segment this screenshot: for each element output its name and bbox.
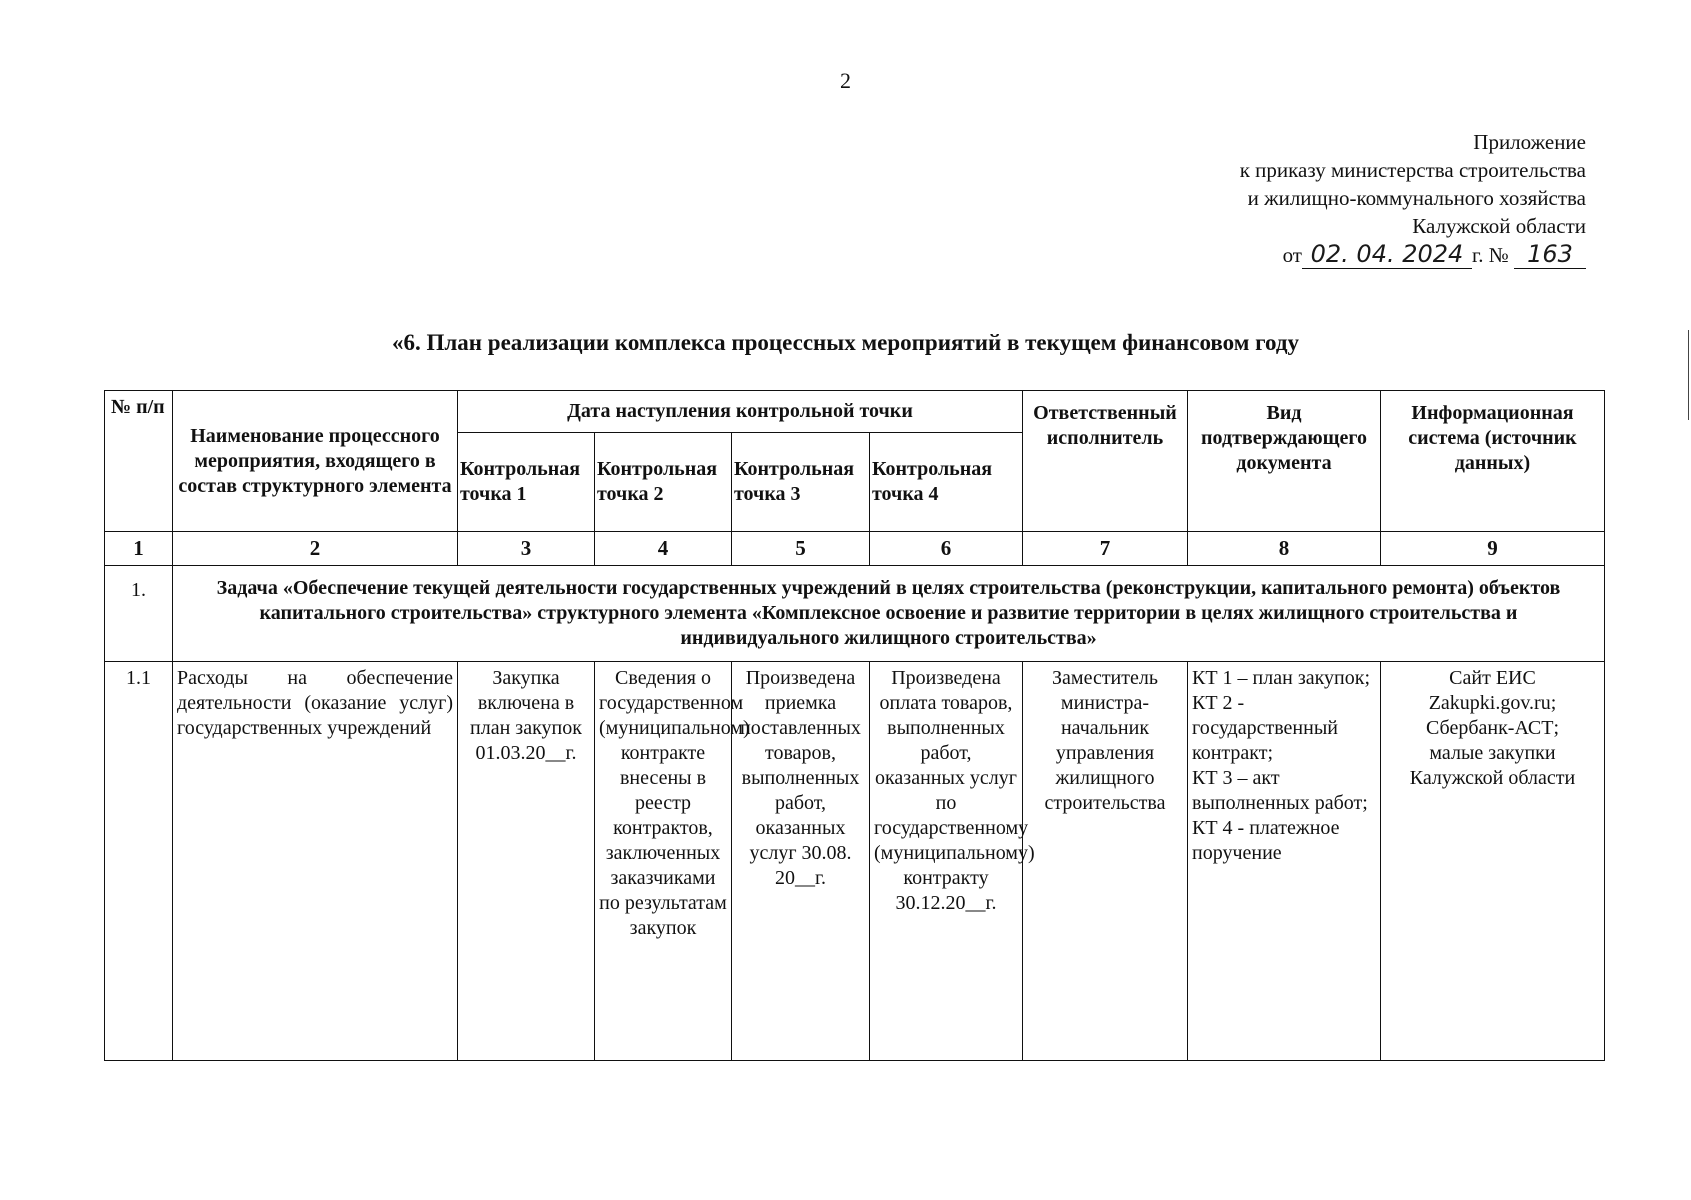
header-responsible: Ответственный исполнитель xyxy=(1023,391,1188,532)
col-number: 3 xyxy=(458,532,595,566)
header-info-system: Информационная система (источник данных) xyxy=(1381,391,1605,532)
col-number: 1 xyxy=(105,532,173,566)
order-date-line xyxy=(1026,240,1586,269)
col-number: 9 xyxy=(1381,532,1605,566)
row-number: 1.1 xyxy=(105,662,173,1061)
task-number: 1. xyxy=(105,566,173,662)
appendix-block xyxy=(1026,128,1586,269)
col-number: 6 xyxy=(870,532,1023,566)
doc-line: КТ 4 - платежное поручение xyxy=(1192,817,1340,864)
row-cp4: Произведена оплата товаров, выполненных работ, оказанных услуг по государственному (муниципальному) контракту 30.12.20__г. xyxy=(870,662,1023,1061)
header-cp4: Контрольная точка 4 xyxy=(870,433,1023,532)
table-row xyxy=(105,662,1605,1061)
header-num: № п/п xyxy=(105,391,173,532)
col-number: 8 xyxy=(1188,532,1381,566)
header-cp1: Контрольная точка 1 xyxy=(458,433,595,532)
appendix-line-1: Приложение xyxy=(1473,130,1586,154)
appendix-line-4: Калужской области xyxy=(1412,214,1586,238)
page-number: 2 xyxy=(840,68,851,93)
info-line: Zakupki.gov.ru; xyxy=(1428,692,1557,714)
header-name: Наименование процессного мероприятия, входящего в состав структурного элемента xyxy=(173,391,458,532)
row-cp1: Закупка включена в план закупок 01.03.20__г. xyxy=(458,662,595,1061)
handwritten-date: 02. 04. 2024 xyxy=(1302,240,1472,269)
scan-edge-mark xyxy=(1685,330,1689,420)
row-info-system xyxy=(1381,662,1605,1061)
row-cp3: Произведена приемка поставленных товаров, выполненных работ, оказанных услуг 30.08. 20__г. xyxy=(732,662,870,1061)
row-activity-name: Расходы на обеспечение деятельности (оказание услуг) государственных учреждений xyxy=(173,662,458,1061)
row-cp2: Сведения о государственном (муниципальном) контракте внесены в реестр контрактов, заключенных заказчиками по результатам закупок xyxy=(595,662,732,1061)
col-number: 2 xyxy=(173,532,458,566)
task-text: Задача «Обеспечение текущей деятельности государственных учреждений в целях строительства (реконструкции, капитального ремонта) объектов капитального строительства» структурного элемента «Комплексное освоение и развитие территории в целях жилищного строительства и индивидуального жилищного строительства» xyxy=(173,566,1605,662)
year-suffix: г. № xyxy=(1471,243,1509,267)
info-line: Сбербанк-АСТ; xyxy=(1425,717,1560,739)
header-doc-type: Вид подтверждающего документа xyxy=(1188,391,1381,532)
handwritten-number: 163 xyxy=(1514,240,1586,269)
header-row-1 xyxy=(105,391,1605,433)
plan-table xyxy=(104,390,1605,1061)
col-number: 7 xyxy=(1023,532,1188,566)
info-line: Сайт ЕИС xyxy=(1449,667,1536,689)
col-number: 4 xyxy=(595,532,732,566)
doc-line: КТ 2 - государственный контракт; xyxy=(1192,692,1338,764)
task-row xyxy=(105,566,1605,662)
row-responsible: Заместитель министра-начальник управления жилищного строительства xyxy=(1023,662,1188,1061)
appendix-line-2: к приказу министерства строительства xyxy=(1239,158,1586,182)
info-line: малые закупки Калужской области xyxy=(1409,742,1576,789)
col-number: 5 xyxy=(732,532,870,566)
doc-line: КТ 3 – акт выполненных работ; xyxy=(1192,767,1368,814)
appendix-line-3: и жилищно-коммунального хозяйства xyxy=(1247,186,1586,210)
document-title: «6. План реализации комплекса процессных мероприятий в текущем финансовом году xyxy=(391,330,1300,355)
header-date-group: Дата наступления контрольной точки xyxy=(458,391,1023,433)
date-prefix: от xyxy=(1282,243,1302,267)
header-cp3: Контрольная точка 3 xyxy=(732,433,870,532)
doc-line: КТ 1 – план закупок; xyxy=(1192,667,1371,689)
row-doc-type xyxy=(1188,662,1381,1061)
header-cp2: Контрольная точка 2 xyxy=(595,433,732,532)
column-number-row xyxy=(105,532,1605,566)
